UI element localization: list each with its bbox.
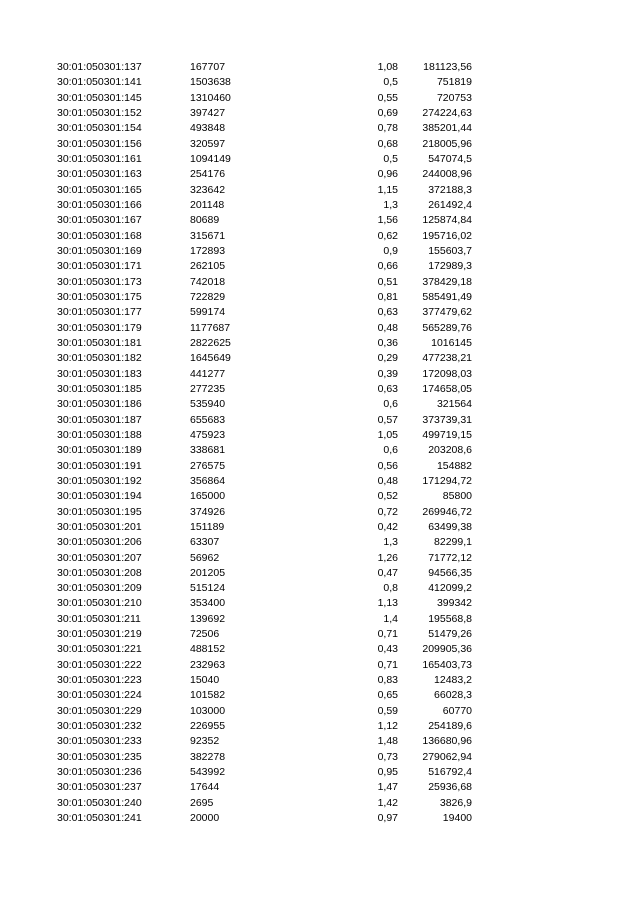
cadastral-number-cell: 30:01:050301:229: [57, 704, 142, 717]
table-row: [0, 367, 640, 382]
coefficient-cell: 0,42: [377, 520, 398, 533]
table-row: [0, 305, 640, 320]
area-cell: 20000: [190, 812, 220, 825]
value-cell: 155603,7: [428, 244, 472, 257]
cadastral-number-cell: 30:01:050301:201: [57, 520, 142, 533]
value-cell: 269946,72: [422, 505, 472, 518]
coefficient-cell: 1,13: [377, 597, 398, 610]
cadastral-number-cell: 30:01:050301:154: [57, 122, 142, 135]
coefficient-cell: 1,4: [383, 612, 398, 625]
area-cell: 254176: [190, 168, 226, 181]
area-cell: 356864: [190, 474, 226, 487]
value-cell: 378429,18: [422, 275, 472, 288]
table-row: [0, 167, 640, 182]
coefficient-cell: 0,55: [377, 91, 398, 104]
table-row: [0, 351, 640, 366]
area-cell: 535940: [190, 398, 226, 411]
value-cell: 172098,03: [422, 367, 472, 380]
table-row: [0, 581, 640, 596]
cadastral-number-cell: 30:01:050301:224: [57, 689, 142, 702]
cadastral-number-cell: 30:01:050301:192: [57, 474, 142, 487]
table-row: [0, 535, 640, 550]
table-row: [0, 642, 640, 657]
coefficient-cell: 0,62: [377, 229, 398, 242]
table-row: [0, 719, 640, 734]
coefficient-cell: 1,08: [377, 61, 398, 73]
coefficient-cell: 0,5: [383, 76, 398, 89]
value-cell: 751819: [436, 76, 472, 89]
coefficient-cell: 0,56: [377, 459, 398, 472]
table-row: [0, 612, 640, 627]
coefficient-cell: 0,39: [377, 367, 398, 380]
cadastral-number-cell: 30:01:050301:185: [57, 382, 142, 395]
cadastral-number-cell: 30:01:050301:221: [57, 643, 142, 656]
value-cell: 12483,2: [434, 674, 472, 687]
table-row: [0, 627, 640, 642]
coefficient-cell: 1,42: [377, 796, 398, 809]
area-cell: 1645649: [190, 352, 231, 365]
cadastral-number-cell: 30:01:050301:210: [57, 597, 142, 610]
area-cell: 655683: [190, 413, 226, 426]
coefficient-cell: 0,71: [377, 628, 398, 641]
value-cell: 477238,21: [422, 352, 472, 365]
area-cell: 488152: [190, 643, 226, 656]
value-cell: 720753: [436, 91, 472, 104]
table-row: [0, 474, 640, 489]
table-row: [0, 551, 640, 566]
value-cell: 209905,36: [422, 643, 472, 656]
cadastral-number-cell: 30:01:050301:177: [57, 306, 142, 319]
coefficient-cell: 0,69: [377, 106, 398, 119]
cadastral-number-cell: 30:01:050301:219: [57, 628, 142, 641]
table-row: [0, 244, 640, 259]
value-cell: 136680,96: [422, 735, 472, 748]
coefficient-cell: 0,66: [377, 260, 398, 273]
cadastral-number-cell: 30:01:050301:181: [57, 336, 142, 349]
coefficient-cell: 0,83: [377, 674, 398, 687]
value-cell: 82299,1: [434, 536, 472, 549]
cadastral-number-cell: 30:01:050301:137: [57, 61, 142, 73]
cadastral-number-cell: 30:01:050301:207: [57, 551, 142, 564]
value-cell: 66028,3: [434, 689, 472, 702]
cadastral-number-cell: 30:01:050301:175: [57, 290, 142, 303]
coefficient-cell: 0,48: [377, 474, 398, 487]
area-cell: 201148: [190, 198, 225, 211]
cadastral-number-cell: 30:01:050301:222: [57, 658, 142, 671]
value-cell: 412099,2: [428, 582, 472, 595]
coefficient-cell: 0,36: [377, 336, 398, 349]
value-cell: 373739,31: [422, 413, 472, 426]
coefficient-cell: 0,57: [377, 413, 398, 426]
cadastral-number-cell: 30:01:050301:187: [57, 413, 142, 426]
table-row: [0, 336, 640, 351]
area-cell: 72506: [190, 628, 220, 641]
coefficient-cell: 0,63: [377, 306, 398, 319]
table-row: [0, 734, 640, 749]
cadastral-number-cell: 30:01:050301:179: [57, 321, 142, 334]
spreadsheet-table: [0, 60, 640, 826]
coefficient-cell: 0,52: [377, 490, 398, 503]
cadastral-number-cell: 30:01:050301:152: [57, 106, 142, 119]
value-cell: 385201,44: [422, 122, 472, 135]
table-row: [0, 489, 640, 504]
table-row: [0, 183, 640, 198]
cadastral-number-cell: 30:01:050301:232: [57, 720, 142, 733]
table-row: [0, 198, 640, 213]
cadastral-number-cell: 30:01:050301:237: [57, 781, 142, 794]
cadastral-number-cell: 30:01:050301:167: [57, 214, 142, 227]
table-row: [0, 704, 640, 719]
cadastral-number-cell: 30:01:050301:223: [57, 674, 142, 687]
area-cell: 374926: [190, 505, 226, 518]
table-row: [0, 213, 640, 228]
coefficient-cell: 0,8: [383, 582, 398, 595]
area-cell: 382278: [190, 750, 226, 763]
cadastral-number-cell: 30:01:050301:169: [57, 244, 142, 257]
value-cell: 218005,96: [422, 137, 472, 150]
coefficient-cell: 0,78: [377, 122, 398, 135]
cadastral-number-cell: 30:01:050301:195: [57, 505, 142, 518]
cadastral-number-cell: 30:01:050301:194: [57, 490, 142, 503]
table-row: [0, 91, 640, 106]
area-cell: 2695: [190, 796, 214, 809]
table-row: [0, 596, 640, 611]
table-row: [0, 397, 640, 412]
area-cell: 397427: [190, 106, 226, 119]
area-cell: 323642: [190, 183, 226, 196]
value-cell: 154882: [436, 459, 472, 472]
value-cell: 60770: [442, 704, 472, 717]
area-cell: 276575: [190, 459, 226, 472]
value-cell: 171294,72: [422, 474, 472, 487]
table-row: [0, 688, 640, 703]
cadastral-number-cell: 30:01:050301:189: [57, 444, 142, 457]
table-row: [0, 780, 640, 795]
area-cell: 165000: [190, 490, 226, 503]
area-cell: 315671: [190, 229, 226, 242]
table-row: [0, 137, 640, 152]
area-cell: 338681: [190, 444, 226, 457]
value-cell: 3826,9: [439, 796, 472, 809]
cadastral-number-cell: 30:01:050301:165: [57, 183, 142, 196]
value-cell: 254189,6: [428, 720, 472, 733]
area-cell: 139692: [190, 612, 226, 625]
table-row: [0, 673, 640, 688]
coefficient-cell: 1,47: [377, 781, 398, 794]
area-cell: 172893: [190, 244, 226, 257]
table-row: [0, 796, 640, 811]
coefficient-cell: 1,3: [383, 198, 398, 211]
table-row: [0, 259, 640, 274]
value-cell: 195716,02: [422, 229, 472, 242]
area-cell: 493848: [190, 122, 226, 135]
coefficient-cell: 0,5: [383, 152, 398, 165]
cadastral-number-cell: 30:01:050301:208: [57, 566, 142, 579]
area-cell: 515124: [190, 582, 226, 595]
cadastral-number-cell: 30:01:050301:241: [57, 812, 142, 825]
coefficient-cell: 0,59: [377, 704, 398, 717]
coefficient-cell: 0,48: [377, 321, 398, 334]
area-cell: 201205: [190, 566, 226, 579]
cadastral-number-cell: 30:01:050301:173: [57, 275, 142, 288]
coefficient-cell: 0,81: [377, 290, 398, 303]
value-cell: 377479,62: [422, 306, 472, 319]
value-cell: 274224,63: [422, 106, 472, 119]
table-row: [0, 321, 640, 336]
coefficient-cell: 1,48: [377, 735, 398, 748]
coefficient-cell: 0,71: [377, 658, 398, 671]
table-row: [0, 505, 640, 520]
table-row: [0, 75, 640, 90]
area-cell: 1503638: [190, 76, 231, 89]
value-cell: 399342: [436, 597, 472, 610]
cadastral-number-cell: 30:01:050301:186: [57, 398, 142, 411]
table-row: [0, 566, 640, 581]
area-cell: 101582: [190, 689, 226, 702]
value-cell: 19400: [442, 812, 472, 825]
coefficient-cell: 1,26: [377, 551, 398, 564]
value-cell: 261492,4: [428, 198, 472, 211]
value-cell: 547074,5: [428, 152, 472, 165]
value-cell: 172989,3: [428, 260, 472, 273]
cadastral-number-cell: 30:01:050301:156: [57, 137, 142, 150]
cadastral-number-cell: 30:01:050301:191: [57, 459, 142, 472]
table-row: [0, 765, 640, 780]
table-row: [0, 60, 640, 75]
cadastral-number-cell: 30:01:050301:171: [57, 260, 142, 273]
table-row: [0, 229, 640, 244]
coefficient-cell: 0,29: [377, 352, 398, 365]
cadastral-number-cell: 30:01:050301:206: [57, 536, 142, 549]
coefficient-cell: 0,68: [377, 137, 398, 150]
value-cell: 195568,8: [428, 612, 472, 625]
area-cell: 543992: [190, 766, 226, 779]
table-row: [0, 382, 640, 397]
coefficient-cell: 0,51: [377, 275, 398, 288]
value-cell: 174658,05: [422, 382, 472, 395]
table-row: [0, 520, 640, 535]
value-cell: 565289,76: [422, 321, 472, 334]
value-cell: 321564: [436, 398, 472, 411]
coefficient-cell: 0,9: [383, 244, 398, 257]
coefficient-cell: 0,47: [377, 566, 398, 579]
area-cell: 353400: [190, 597, 226, 610]
coefficient-cell: 0,63: [377, 382, 398, 395]
value-cell: 63499,38: [428, 520, 472, 533]
value-cell: 181123,56: [423, 61, 472, 73]
coefficient-cell: 1,56: [377, 214, 398, 227]
area-cell: 232963: [190, 658, 226, 671]
table-row: [0, 106, 640, 121]
table-row: [0, 121, 640, 136]
coefficient-cell: 0,95: [377, 766, 398, 779]
area-cell: 1310460: [190, 91, 231, 104]
coefficient-cell: 1,15: [377, 183, 398, 196]
coefficient-cell: 0,96: [377, 168, 398, 181]
table-row: [0, 413, 640, 428]
coefficient-cell: 0,97: [377, 812, 398, 825]
value-cell: 244008,96: [422, 168, 472, 181]
value-cell: 125874,84: [422, 214, 472, 227]
coefficient-cell: 0,73: [377, 750, 398, 763]
cadastral-number-cell: 30:01:050301:209: [57, 582, 142, 595]
cadastral-number-cell: 30:01:050301:145: [57, 91, 142, 104]
coefficient-cell: 0,6: [383, 444, 398, 457]
table-row: [0, 275, 640, 290]
coefficient-cell: 0,65: [377, 689, 398, 702]
area-cell: 103000: [190, 704, 226, 717]
value-cell: 25936,68: [428, 781, 472, 794]
cadastral-number-cell: 30:01:050301:233: [57, 735, 142, 748]
table-row: [0, 152, 640, 167]
area-cell: 262105: [190, 260, 226, 273]
value-cell: 372188,3: [428, 183, 472, 196]
table-row: [0, 658, 640, 673]
cadastral-number-cell: 30:01:050301:236: [57, 766, 142, 779]
area-cell: 320597: [190, 137, 226, 150]
value-cell: 1016145: [431, 336, 472, 349]
area-cell: 15040: [190, 674, 220, 687]
value-cell: 279062,94: [422, 750, 472, 763]
value-cell: 71772,12: [428, 551, 472, 564]
cadastral-number-cell: 30:01:050301:161: [57, 152, 142, 165]
coefficient-cell: 0,6: [383, 398, 398, 411]
table-row: [0, 811, 640, 826]
coefficient-cell: 0,72: [377, 505, 398, 518]
area-cell: 599174: [190, 306, 226, 319]
cadastral-number-cell: 30:01:050301:211: [57, 612, 141, 625]
cadastral-number-cell: 30:01:050301:163: [57, 168, 142, 181]
table-row: [0, 459, 640, 474]
area-cell: 742018: [190, 275, 226, 288]
area-cell: 80689: [190, 214, 220, 227]
area-cell: 441277: [190, 367, 226, 380]
cadastral-number-cell: 30:01:050301:188: [57, 428, 142, 441]
area-cell: 151189: [190, 520, 225, 533]
cadastral-number-cell: 30:01:050301:240: [57, 796, 142, 809]
value-cell: 94566,35: [428, 566, 472, 579]
table-row: [0, 443, 640, 458]
value-cell: 585491,49: [422, 290, 472, 303]
coefficient-cell: 1,05: [377, 428, 398, 441]
cadastral-number-cell: 30:01:050301:235: [57, 750, 142, 763]
area-cell: 167707: [190, 61, 226, 73]
area-cell: 277235: [190, 382, 226, 395]
value-cell: 499719,15: [422, 428, 472, 441]
area-cell: 17644: [190, 781, 220, 794]
area-cell: 1177687: [190, 321, 231, 334]
area-cell: 226955: [190, 720, 226, 733]
table-row: [0, 750, 640, 765]
coefficient-cell: 1,3: [383, 536, 398, 549]
cadastral-number-cell: 30:01:050301:182: [57, 352, 142, 365]
table-row: [0, 428, 640, 443]
value-cell: 85800: [442, 490, 472, 503]
value-cell: 203208,6: [428, 444, 472, 457]
area-cell: 475923: [190, 428, 226, 441]
value-cell: 51479,26: [428, 628, 472, 641]
cadastral-number-cell: 30:01:050301:141: [57, 76, 142, 89]
cadastral-number-cell: 30:01:050301:166: [57, 198, 142, 211]
area-cell: 92352: [190, 735, 220, 748]
area-cell: 56962: [190, 551, 220, 564]
area-cell: 2822625: [190, 336, 231, 349]
coefficient-cell: 0,43: [377, 643, 398, 656]
area-cell: 63307: [190, 536, 220, 549]
cadastral-number-cell: 30:01:050301:168: [57, 229, 142, 242]
cadastral-number-cell: 30:01:050301:183: [57, 367, 142, 380]
area-cell: 1094149: [190, 152, 231, 165]
table-row: [0, 290, 640, 305]
value-cell: 516792,4: [428, 766, 472, 779]
coefficient-cell: 1,12: [377, 720, 398, 733]
area-cell: 722829: [190, 290, 226, 303]
value-cell: 165403,73: [422, 658, 472, 671]
